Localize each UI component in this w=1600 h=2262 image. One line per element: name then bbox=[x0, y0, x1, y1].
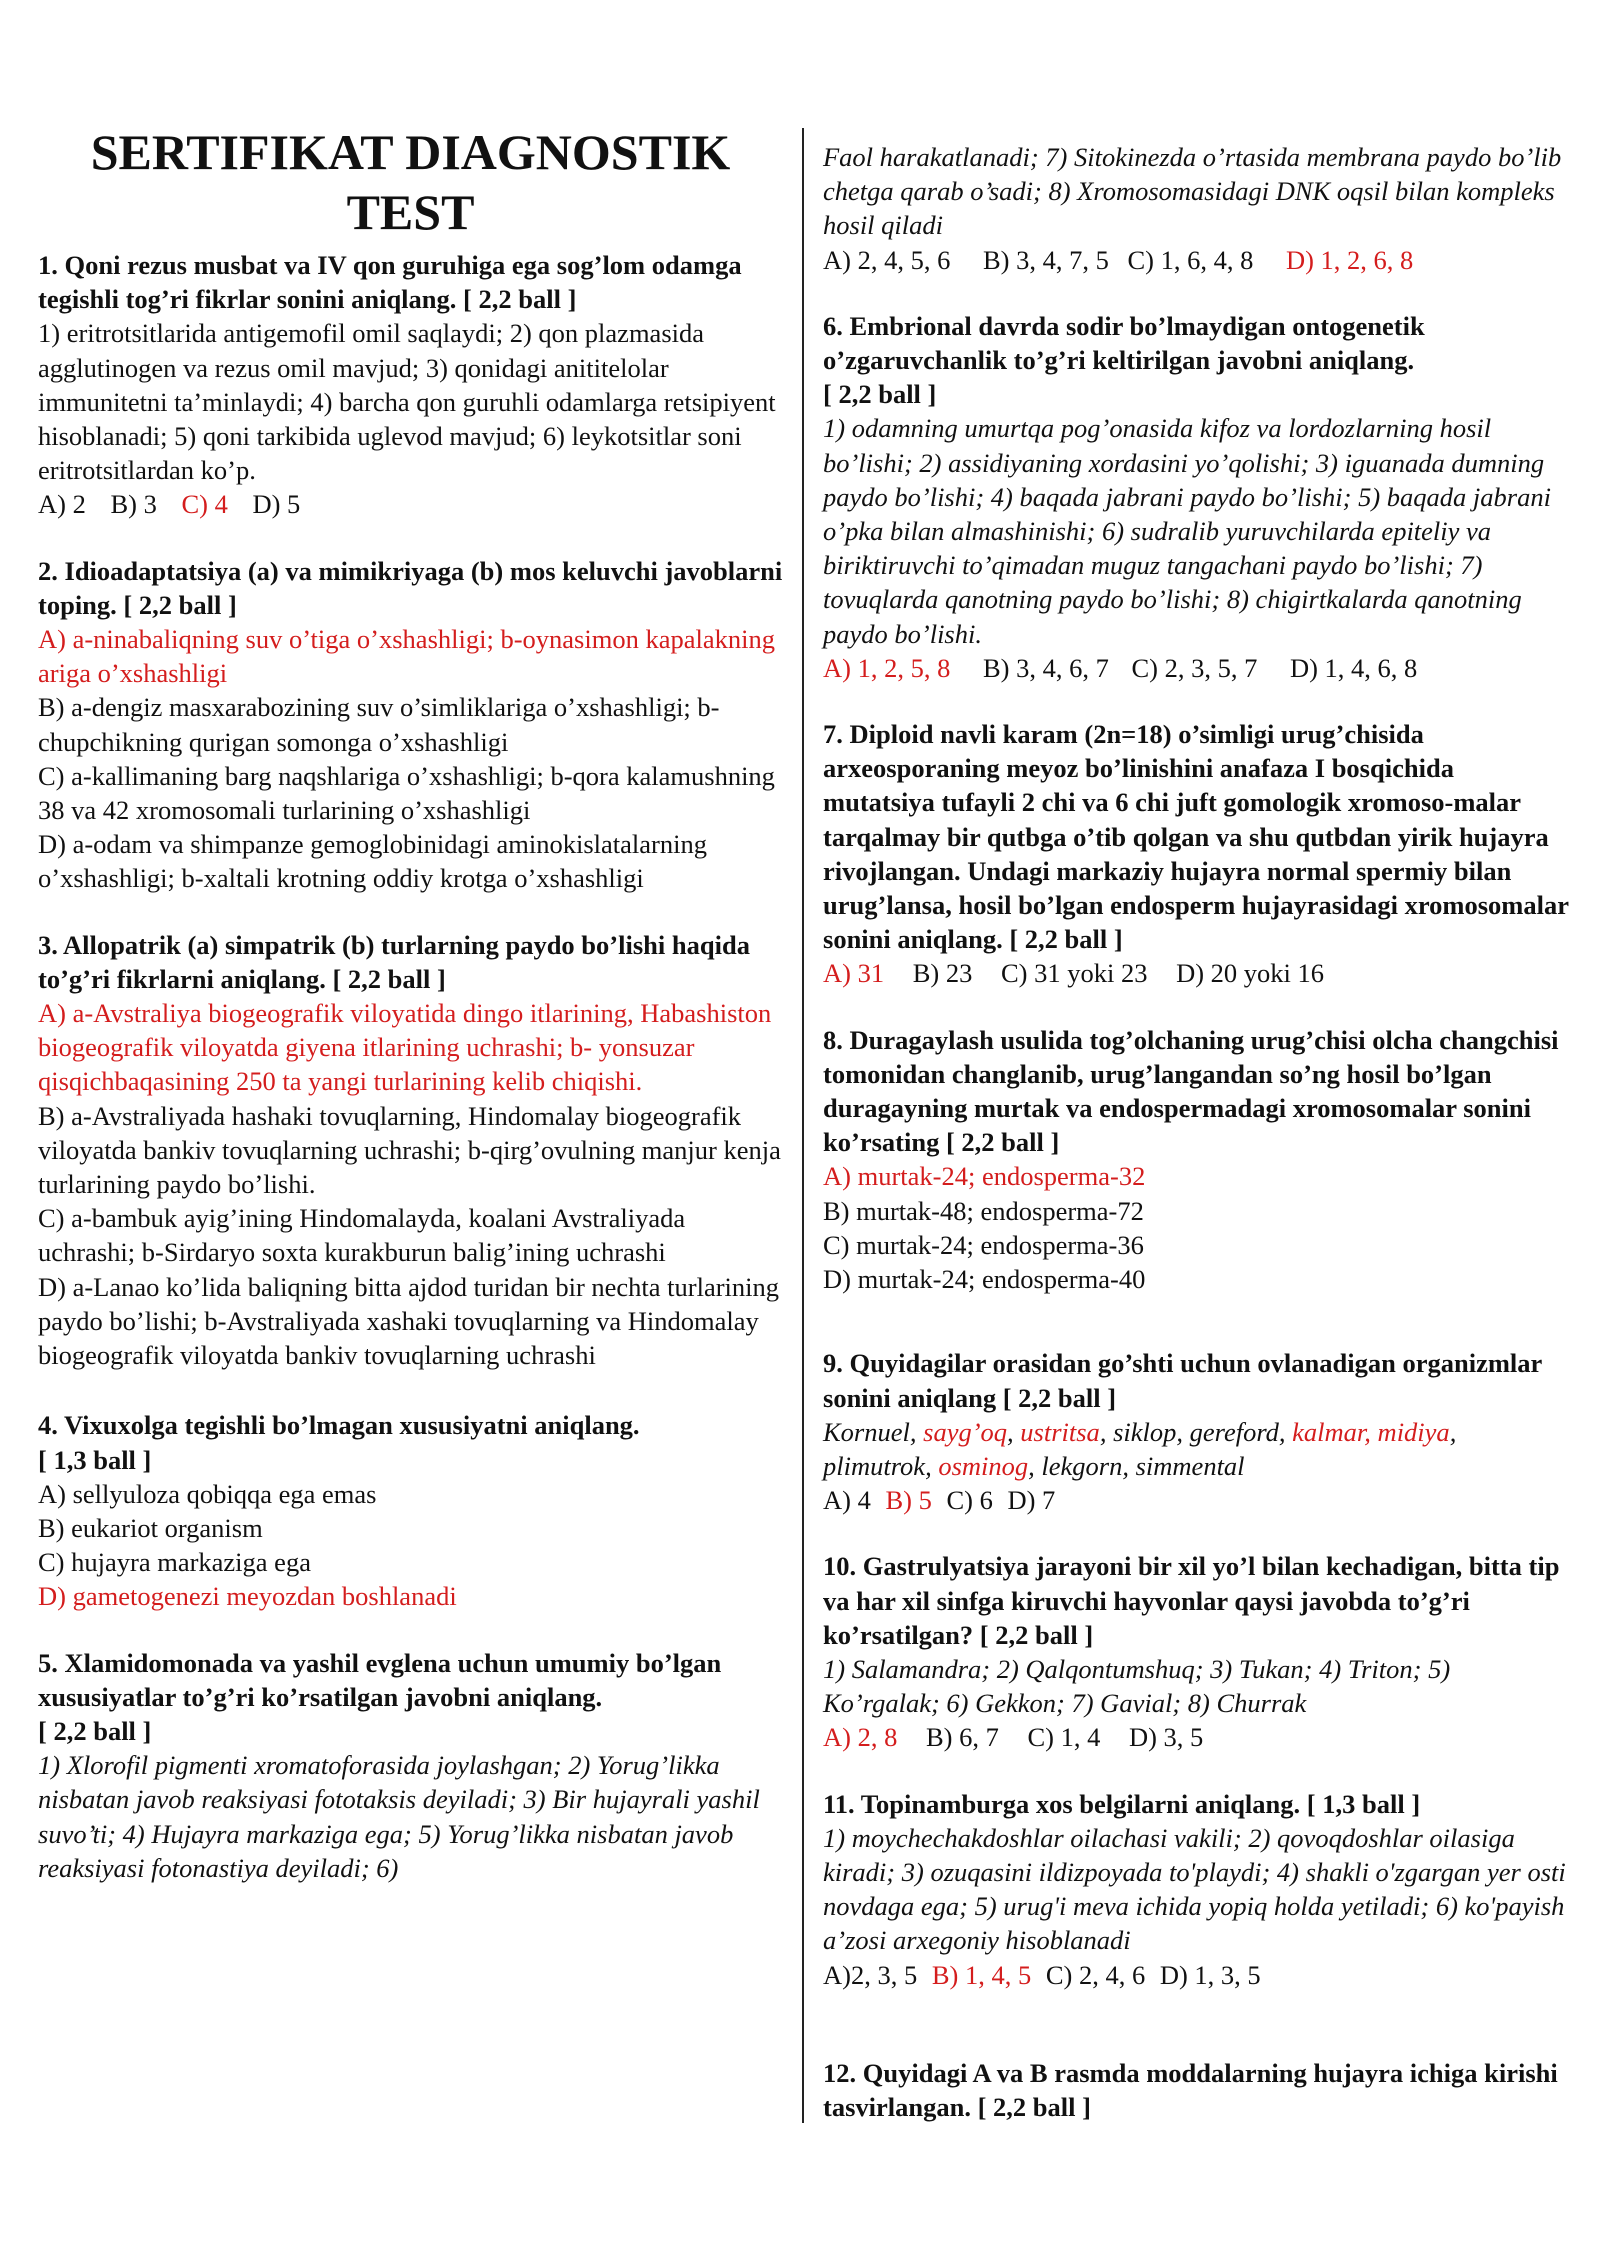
question-6-points: [ 2,2 ball ] bbox=[823, 379, 937, 410]
q6-option-b: B) 3, 4, 6, 7 bbox=[982, 652, 1109, 683]
q4-option-a: A) sellyuloza qobiqqa ega emas bbox=[38, 1478, 377, 1509]
question-2 bbox=[38, 554, 783, 896]
column-divider bbox=[802, 128, 804, 2123]
question-5-head: 5. Xlamidomonada va yashil evglena uchun umumiy bo’lgan xususiyatlar to’g’ri ko’rsatilgan javobni aniqlang. bbox=[38, 1647, 722, 1712]
right-column bbox=[823, 140, 1571, 2156]
q7-option-d: D) 20 yoki 16 bbox=[1176, 958, 1325, 989]
q9-item-kornuel: Kornuel bbox=[823, 1416, 910, 1447]
q3-option-c: C) a-bambuk ayig’ining Hindomalayda, koalani Avstraliyada uchrashi; b-Sirdaryo soxta kurakburun balig’ining uchrashi bbox=[38, 1203, 686, 1268]
question-11-options bbox=[823, 1958, 1571, 1992]
q8-option-a: A) murtak-24; endosperma-32 bbox=[823, 1161, 1146, 1192]
question-12 bbox=[823, 2056, 1571, 2124]
question-5 bbox=[38, 1646, 783, 1885]
question-11 bbox=[823, 1787, 1571, 1992]
q9-option-b: B) 5 bbox=[885, 1485, 932, 1516]
q9-option-a: A) 4 bbox=[823, 1485, 871, 1516]
question-4 bbox=[38, 1408, 783, 1613]
question-4-points: [ 1,3 ball ] bbox=[38, 1444, 152, 1475]
q5-option-a: A) 2, 4, 5, 6 bbox=[823, 244, 951, 275]
q9-item-ustritsa: ustritsa bbox=[1020, 1416, 1100, 1447]
question-4-head: 4. Vixuxolga tegishli bo’lmagan xususiyatni aniqlang. bbox=[38, 1410, 640, 1441]
q3-option-d: D) a-Lanao ko’lida baliqning bitta ajdod turidan bir nechta turlarining paydo bo’lishi; b-Avstraliyada xashaki tovuqlarning va Hindomalay biogeografik viloyatda bankiv tovuqlarning uchrashi bbox=[38, 1271, 780, 1371]
q9-item-osminog: osminog bbox=[938, 1450, 1029, 1481]
q11-option-c: C) 2, 4, 6 bbox=[1045, 1959, 1146, 1990]
question-7-options bbox=[823, 956, 1571, 990]
q11-option-d: D) 1, 3, 5 bbox=[1159, 1959, 1261, 1990]
question-10 bbox=[823, 1549, 1571, 1754]
question-2-head: 2. Idioadaptatsiya (a) va mimikriyaga (b) mos keluvchi javoblarni toping. [ 2,2 ball ] bbox=[38, 555, 783, 620]
q5-option-c: C) 1, 6, 4, 8 bbox=[1127, 244, 1254, 275]
question-6-options bbox=[823, 651, 1571, 685]
question-6 bbox=[823, 309, 1571, 685]
question-10-options bbox=[823, 1720, 1571, 1754]
question-5-options bbox=[823, 243, 1571, 277]
question-7-head: 7. Diploid navli karam (2n=18) o’simligi urug’chisida arxeosporaning meyoz bo’linishini anafaza I bosqichida mutatsiya tufayli 2 chi va 6 chi juft gomologik xromoso-malar tarqalmay bir qutbga o’tib qolgan va shu qutbdan yirik hujayra rivojlangan. Undagi markaziy hujayra normal spermiy bilan urug’lansa, hosil bo’lgan endosperm hujayrasidagi xromosomalar sonini aniqlang. [ 2,2 ball ] bbox=[823, 719, 1569, 955]
question-6-body: 1) odamning umurtqa pog’onasida kifoz va lordozlarning hosil bo’lishi; 2) assidiyaning xordasini yo’qolishi; 3) iguanada dumning paydo bo’lishi; 4) baqada jabrani paydo bo’lishi; 5) baqada jabrani o’pka bilan almashinishi; 6) sudralib yuruvchilarda epiteliy va biriktiruvchi to’qimadan muguz tangachani paydo bo’lishi; 7) tovuqlarda qanotning paydo bo’lishi; 8) chigirtkalarda qanotning paydo bo’lishi. bbox=[823, 413, 1551, 649]
q3-option-b: B) a-Avstraliyada hashaki tovuqlarning, Hindomalay biogeografik viloyatda bankiv tovuqlarning uchrashi; b-qirg’ovulning manjur kenja turlarining paydo bo’lishi. bbox=[38, 1100, 781, 1200]
page-title: SERTIFIKAT DIAGNOSTIK TEST bbox=[90, 124, 731, 240]
question-9-head: 9. Quyidagilar orasidan go’shti uchun ovlanadigan organizmlar sonini aniqlang [ 2,2 ball ] bbox=[823, 1348, 1542, 1413]
question-8 bbox=[823, 1023, 1571, 1297]
q9-item-kalmar-midiya: kalmar, midiya bbox=[1292, 1416, 1450, 1447]
question-8-head: 8. Duragaylash usulida tog’olchaning urug’chisi olcha changchisi tomonidan changlanib, urug’langandan so’ng hosil bo’lgan duragayning murtak va endospermadagi xromosomalar sonini ko’rsating [ 2,2 ball ] bbox=[823, 1024, 1559, 1158]
q9-item-plimutrok: plimutrok bbox=[823, 1450, 926, 1481]
q7-option-a: A) 31 bbox=[823, 958, 885, 989]
question-5-body-part2: Faol harakatlanadi; 7) Sitokinezda o’rtasida membrana paydo bo’lib chetga qarab o’sadi; 8) Xromosomasidagi DNK oqsil bilan kompleks hosil qiladi bbox=[823, 142, 1562, 241]
q5-option-b: B) 3, 4, 7, 5 bbox=[982, 244, 1109, 275]
q1-option-b: B) 3 bbox=[110, 489, 157, 520]
q11-option-b: B) 1, 4, 5 bbox=[931, 1959, 1032, 1990]
q9-option-c: C) 6 bbox=[946, 1485, 993, 1516]
q11-option-a: A)2, 3, 5 bbox=[823, 1959, 918, 1990]
q6-option-c: C) 2, 3, 5, 7 bbox=[1131, 652, 1258, 683]
question-5-points: [ 2,2 ball ] bbox=[38, 1715, 152, 1746]
q2-option-c: C) a-kallimaning barg naqshlariga o’xshashligi; b-qora kalamushning 38 va 42 xromosomali turlarining o’xshashligi bbox=[38, 760, 775, 826]
q7-option-b: B) 23 bbox=[912, 958, 973, 989]
q10-option-c: C) 1, 4 bbox=[1027, 1722, 1101, 1753]
q1-option-c: C) 4 bbox=[181, 489, 228, 520]
q6-option-d: D) 1, 4, 6, 8 bbox=[1289, 652, 1418, 683]
q3-option-a: A) a-Avstraliya biogeografik viloyatida dingo itlarining, Habashiston biogeografik viloyatda giyena itlarining uchrashi; b- yonsuzar qisqichbaqasining 250 ta yangi turlarining kelib chiqishi. bbox=[38, 998, 772, 1097]
question-1-head: 1. Qoni rezus musbat va IV qon guruhiga ega sog’lom odamga tegishli tog’ri fikrlar sonini aniqlang. [ 2,2 ball ] bbox=[38, 250, 742, 315]
q8-option-c: C) murtak-24; endosperma-36 bbox=[823, 1229, 1144, 1260]
q4-option-d: D) gametogenezi meyozdan boshlanadi bbox=[38, 1581, 457, 1612]
question-9-options bbox=[823, 1483, 1571, 1517]
question-5-continued bbox=[823, 140, 1571, 277]
question-9 bbox=[823, 1346, 1571, 1517]
question-1-body: 1) eritrotsitlarida antigemofil omil saqlaydi; 2) qon plazmasida agglutinogen va rezus omil mavjud; 3) qonidagi anititelolar immunitetni ta’minlaydi; 4) barcha qon guruhli odamlarga retsipiyent hisoblanadi; 5) qoni tarkibida uglevod mavjud; 6) leykotsitlar soni eritrotsitlardan ko’p. bbox=[38, 318, 776, 486]
q2-option-a: A) a-ninabaliqning suv o’tiga o’xshashligi; b-oynasimon kapalakning ariga o’xshashligi bbox=[38, 624, 775, 689]
q9-item-saygoq: sayg’oq bbox=[923, 1416, 1008, 1447]
q6-option-a: A) 1, 2, 5, 8 bbox=[823, 652, 951, 683]
question-9-organism-list: Kornuel, sayg’oq, ustritsa, siklop, gereford, kalmar, midiya, plimutrok, osminog, lekgorn, simmental bbox=[823, 1416, 1457, 1481]
question-10-body: 1) Salamandra; 2) Qalqontumshuq; 3) Tukan; 4) Triton; 5) Ko’rgalak; 6) Gekkon; 7) Gavial; 8) Churrak bbox=[823, 1653, 1451, 1719]
q1-option-a: A) 2 bbox=[38, 489, 86, 520]
q8-option-b: B) murtak-48; endosperma-72 bbox=[823, 1195, 1144, 1226]
question-3 bbox=[38, 928, 783, 1373]
q1-option-d: D) 5 bbox=[252, 489, 301, 520]
question-12-head: 12. Quyidagi A va B rasmda moddalarning hujayra ichiga kirishi tasvirlangan. [ 2,2 ball ] bbox=[823, 2057, 1558, 2122]
question-11-head: 11. Topinamburga xos belgilarni aniqlang. [ 1,3 ball ] bbox=[823, 1788, 1421, 1819]
q2-option-b: B) a-dengiz masxarabozining suv o’simliklariga o’xshashligi; b-chupchikning qurigan somonga o’xshashligi bbox=[38, 692, 720, 757]
question-11-body: 1) moychechakdoshlar oilachasi vakili; 2) qovoqdoshlar oilasiga kiradi; 3) ozuqasini ildizpoyada to'playdi; 4) shakli o'zgargan yer osti novdaga ega; 5) urug'i meva ichida yopiq holda yetiladi; 6) ko'payish a’zosi arxegoniy hisoblanadi bbox=[823, 1822, 1566, 1956]
q4-option-b: B) eukariot organism bbox=[38, 1512, 263, 1543]
q4-option-c: C) hujayra markaziga ega bbox=[38, 1547, 311, 1578]
q10-option-a: A) 2, 8 bbox=[823, 1722, 898, 1753]
q9-option-d: D) 7 bbox=[1007, 1485, 1056, 1516]
q9-item-siklop-gereford: siklop, gereford bbox=[1113, 1416, 1279, 1447]
question-1-options bbox=[38, 487, 783, 521]
question-10-head: 10. Gastrulyatsiya jarayoni bir xil yo’l bilan kechadigan, bitta tip va har xil sinfga kiruvchi hayvonlar qaysi javobda to’g’ri ko’rsatilgan? [ 2,2 ball ] bbox=[823, 1551, 1560, 1650]
q8-option-d: D) murtak-24; endosperma-40 bbox=[823, 1264, 1146, 1295]
left-column bbox=[38, 122, 783, 1917]
q9-item-lekgorn-simmental: lekgorn, simmental bbox=[1041, 1450, 1245, 1481]
q10-option-d: D) 3, 5 bbox=[1128, 1722, 1204, 1753]
question-1 bbox=[38, 248, 783, 522]
q2-option-d: D) a-odam va shimpanze gemoglobinidagi aminokislatalarning o’xshashligi; b-xaltali krotning oddiy krotga o’xshashligi bbox=[38, 829, 707, 894]
question-7 bbox=[823, 717, 1571, 991]
q10-option-b: B) 6, 7 bbox=[925, 1722, 999, 1753]
question-5-body-part1: 1) Xlorofil pigmenti xromatoforasida joylashgan; 2) Yorug’likka nisbatan javob reaksiyasi fototaksis deyiladi; 3) Bir hujayrali yashil suvo’ti; 4) Hujayra markaziga ega; 5) Yorug’likka nisbatan javob reaksiyasi fotonastiya deyiladi; 6) bbox=[38, 1750, 760, 1883]
question-6-head: 6. Embrional davrda sodir bo’lmaydigan ontogenetik o’zgaruvchanlik to’g’ri keltirilgan javobni aniqlang. bbox=[823, 310, 1425, 376]
q5-option-d: D) 1, 2, 6, 8 bbox=[1285, 244, 1414, 275]
question-3-head: 3. Allopatrik (a) simpatrik (b) turlarning paydo bo’lishi haqida to’g’ri fikrlarni aniqlang. [ 2,2 ball ] bbox=[38, 929, 750, 994]
q7-option-c: C) 31 yoki 23 bbox=[1000, 958, 1148, 989]
